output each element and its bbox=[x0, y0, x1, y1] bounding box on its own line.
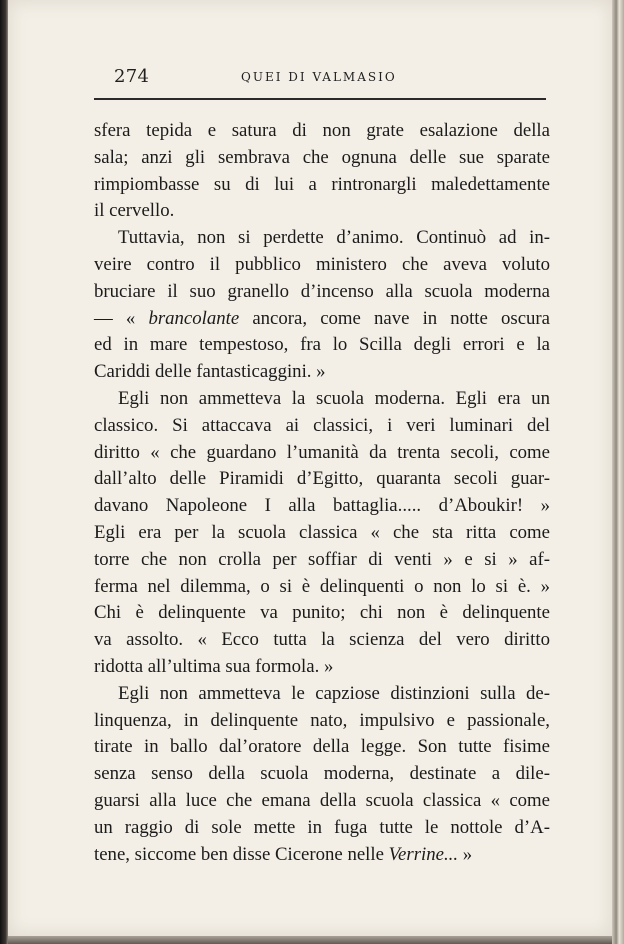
text-line: Cariddi delle fantasticaggini. » bbox=[94, 361, 326, 383]
running-title: QUEI DI VALMASIO bbox=[241, 70, 397, 84]
text-line: sfera tepida e satura di non grate esalazione della bbox=[94, 120, 550, 141]
text-line: Egli era per la scuola classica « che sta ritta come bbox=[94, 521, 550, 543]
text-line: torre che non crolla per soffiar di venti » e si » af- bbox=[94, 548, 550, 570]
text-line: senza senso della scuola moderna, destinate a dile- bbox=[94, 763, 550, 785]
text-line: rimpiombasse su di lui a rintronargli maledettamente bbox=[94, 173, 550, 195]
text-line: tirate in ballo dal’oratore della legge. Son tutte fisime bbox=[94, 736, 550, 758]
page-fore-edge bbox=[612, 0, 624, 944]
text-line: Egli non ammetteva la scuola moderna. Egli era un bbox=[118, 387, 550, 409]
text-line: Tuttavia, non si perdette d’animo. Continuò ad in- bbox=[118, 227, 550, 249]
text-line-prefix: tene, siccome ben disse Cicerone nelle bbox=[94, 843, 389, 865]
text-line: va assolto. « Ecco tutta la scienza del vero diritto bbox=[94, 629, 550, 651]
text-line: diritto « che guardano l’umanità da trenta secoli, come bbox=[94, 441, 550, 463]
text-line: classico. Si attaccava ai classici, i veri luminari del bbox=[94, 414, 550, 436]
page-bottom-edge bbox=[8, 936, 612, 944]
text-line-with-italic bbox=[94, 842, 550, 869]
text-line: sala; anzi gli sembrava che ognuna delle sue sparate bbox=[94, 146, 550, 168]
body-text bbox=[94, 118, 550, 868]
text-line: veire contro il pubblico ministero che aveva voluto bbox=[94, 253, 550, 275]
text-line-prefix: — « bbox=[94, 307, 149, 329]
page-header bbox=[94, 66, 546, 98]
text-line: il cervello. bbox=[94, 200, 175, 222]
text-line: dall’alto delle Piramidi d’Egitto, quaranta secoli guar- bbox=[94, 468, 550, 490]
text-line-with-italic bbox=[94, 306, 550, 333]
italic-word: Verrine... bbox=[388, 843, 459, 865]
text-line: ridotta all’ultima sua formola. » bbox=[94, 655, 334, 677]
page-number: 274 bbox=[114, 66, 150, 87]
header-rule bbox=[94, 98, 546, 100]
text-line: Egli non ammetteva le capziose distinzioni sulla de- bbox=[118, 682, 550, 704]
text-line: linquenza, in delinquente nato, impulsivo e passionale, bbox=[94, 709, 550, 731]
italic-word: brancolante bbox=[148, 307, 240, 329]
text-line: guarsi alla luce che emana della scuola classica « come bbox=[94, 789, 550, 811]
text-line-suffix: » bbox=[458, 843, 473, 865]
text-line: ed in mare tempestoso, fra lo Scilla degli errori e la bbox=[94, 334, 550, 356]
text-line: Chi è delinquente va punito; chi non è delinquente bbox=[94, 602, 550, 624]
book-binding-edge bbox=[0, 0, 8, 944]
text-line: ferma nel dilemma, o si è delinquenti o non lo si è. » bbox=[94, 575, 550, 597]
text-line-suffix: ancora, come nave in notte oscura bbox=[239, 307, 551, 329]
text-line: un raggio di sole mette in fuga tutte le nottole d’A- bbox=[94, 816, 550, 838]
text-line: davano Napoleone I alla battaglia..... d’Aboukir! » bbox=[94, 495, 550, 517]
text-line: bruciare il suo granello d’incenso alla scuola moderna bbox=[94, 280, 550, 302]
